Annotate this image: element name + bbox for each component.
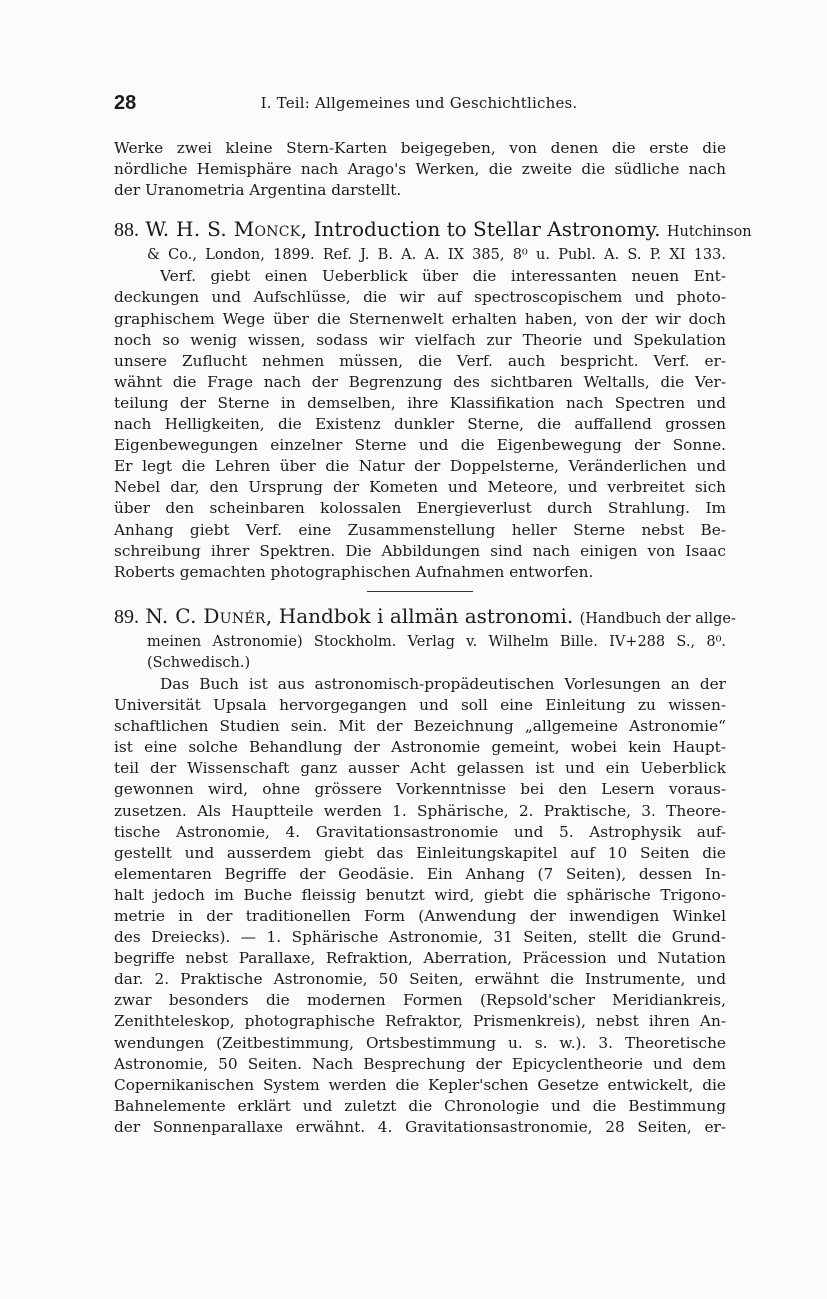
text-line: Verf. giebt einen Ueberblick über die interessanten neuen Ent-	[160, 267, 726, 286]
text-line: schaftlichen Studien sein. Mit der Bezeichnung „allgemeine Astronomie“	[114, 717, 726, 736]
text-line: Astronomie, 50 Seiten. Nach Besprechung der Epicyclentheorie und dem	[114, 1054, 726, 1073]
text-line: Zenithteleskop, photographische Refraktor, Prismenkreis), nebst ihren An-	[114, 1012, 726, 1031]
text-line: zwar besonders die modernen Formen (Repsold'scher Meridiankreis,	[114, 991, 726, 1010]
text-line: Roberts gemachten photographischen Aufnahmen entworfen.	[114, 562, 594, 581]
entry-publication-details: & Co., London, 1899. Ref. J. B. A. A. IX 385, 8⁰ u. Publ. A. S. P. XI 133.	[147, 247, 726, 264]
text-line: metrie in der traditionellen Form (Anwendung der inwendigen Winkel	[114, 907, 726, 925]
running-title: I. Teil: Allgemeines und Geschichtliches.	[260, 94, 578, 112]
text-line: ist eine solche Behandlung der Astronomie gemeint, wobei kein Haupt-	[114, 738, 726, 757]
entry-title: Handbok i allmän astronomi.	[278, 603, 574, 628]
text-line: der Sonnenparallaxe erwähnt. 4. Gravitationsastronomie, 28 Seiten, er-	[114, 1117, 726, 1136]
section-divider	[367, 591, 473, 592]
entry-heading	[114, 603, 736, 632]
text-line: elementaren Begriffe der Geodäsie. Ein Anhang (7 Seiten), dessen In-	[114, 864, 726, 883]
text-line: der Uranometria Argentina darstellt.	[114, 181, 402, 200]
page-header	[114, 92, 724, 118]
text-line: schreibung ihrer Spektren. Die Abbildungen sind nach einigen von Isaac	[114, 541, 726, 560]
bibliography-entry-89	[114, 603, 736, 1138]
text-line: Das Buch ist aus astronomisch-propädeutischen Vorlesungen an der	[160, 674, 726, 693]
entry-title: Introduction to Stellar Astronomy.	[313, 217, 661, 242]
text-line: gestellt und ausserdem giebt das Einleitungskapitel auf 10 Seiten die	[114, 843, 726, 862]
text-line: deckungen und Aufschlüsse, die wir auf spectroscopischem und photo-	[114, 288, 726, 307]
text-line: Universität Upsala hervorgegangen und soll eine Einleitung zu wissen-	[114, 696, 726, 715]
entry-number: 88.	[114, 219, 139, 242]
text-line: über den scheinbaren kolossalen Energieverlust durch Strahlung. Im	[114, 499, 726, 518]
text-line: tische Astronomie, 4. Gravitationsastronomie und 5. Astrophysik auf-	[114, 822, 726, 841]
text-line: Anhang giebt Verf. eine Zusammenstellung heller Sterne nebst Be-	[114, 520, 726, 539]
text-line: nördliche Hemisphäre nach Arago's Werken, die zweite die südliche nach	[114, 160, 726, 179]
entry-publisher: (Handbuch der allge-	[579, 610, 736, 627]
text-line: noch so wenig wissen, sodass wir vielfach zur Theorie und Spekulation	[114, 330, 726, 349]
text-line: Copernikanischen System werden die Kepler'schen Gesetze entwickelt, die	[114, 1075, 726, 1094]
entry-author: N. C. Dunér,	[145, 603, 273, 628]
text-line: teil der Wissenschaft ganz ausser Acht gelassen ist und ein Ueberblick	[114, 759, 726, 778]
text-line: Werke zwei kleine Stern-Karten beigegeben, von denen die erste die	[114, 139, 726, 157]
text-line: des Dreiecks). — 1. Sphärische Astronomie, 31 Seiten, stellt die Grund-	[114, 928, 726, 947]
text-line: teilung der Sterne in demselben, ihre Klassifikation nach Spectren und	[114, 393, 726, 412]
text-line: nach Helligkeiten, die Existenz dunkler Sterne, die auffallend grossen	[114, 415, 726, 434]
intro-paragraph	[114, 138, 726, 201]
text-line: gewonnen wird, ohne grössere Vorkenntnisse bei den Lesern voraus-	[114, 780, 726, 799]
bibliography-entry-88	[114, 217, 752, 583]
entry-number: 89.	[114, 605, 139, 628]
entry-language-note: (Schwedisch.)	[147, 654, 251, 671]
text-line: wähnt die Frage nach der Begrenzung des sichtbaren Weltalls, die Ver-	[114, 372, 726, 391]
text-line: Bahnelemente erklärt und zuletzt die Chronologie und die Bestimmung	[114, 1096, 726, 1115]
text-line: zusetzen. Als Hauptteile werden 1. Sphärische, 2. Praktische, 3. Theore-	[114, 801, 726, 820]
text-line: unsere Zuflucht nehmen müssen, die Verf. auch bespricht. Verf. er-	[114, 351, 726, 370]
text-line: begriffe nebst Parallaxe, Refraktion, Aberration, Präcession und Nutation	[114, 949, 726, 968]
entry-heading	[114, 217, 752, 245]
text-line: dar. 2. Praktische Astronomie, 50 Seiten, erwähnt die Instrumente, und	[114, 970, 726, 989]
text-line: Eigenbewegungen einzelner Sterne und die Eigenbewegung der Sonne.	[114, 436, 726, 455]
text-line: Er legt die Lehren über die Natur der Doppelsterne, Veränderlichen und	[114, 457, 726, 476]
text-line: graphischem Wege über die Sternenwelt erhalten haben, von der wir doch	[114, 309, 726, 328]
text-line: wendungen (Zeitbestimmung, Ortsbestimmung u. s. w.). 3. Theoretische	[114, 1033, 726, 1052]
entry-publisher: Hutchinson	[666, 224, 752, 241]
text-line: Nebel dar, den Ursprung der Kometen und Meteore, und verbreitet sich	[114, 478, 726, 497]
entry-publication-details: meinen Astronomie) Stockholm. Verlag v. Wilhelm Bille. IV+288 S., 8⁰.	[147, 633, 726, 650]
page-number: 28	[114, 92, 137, 114]
text-line: halt jedoch im Buche fleissig benutzt wird, giebt die sphärische Trigono-	[114, 885, 726, 904]
entry-author: W. H. S. Monck,	[145, 217, 308, 242]
page-body	[114, 138, 752, 1138]
